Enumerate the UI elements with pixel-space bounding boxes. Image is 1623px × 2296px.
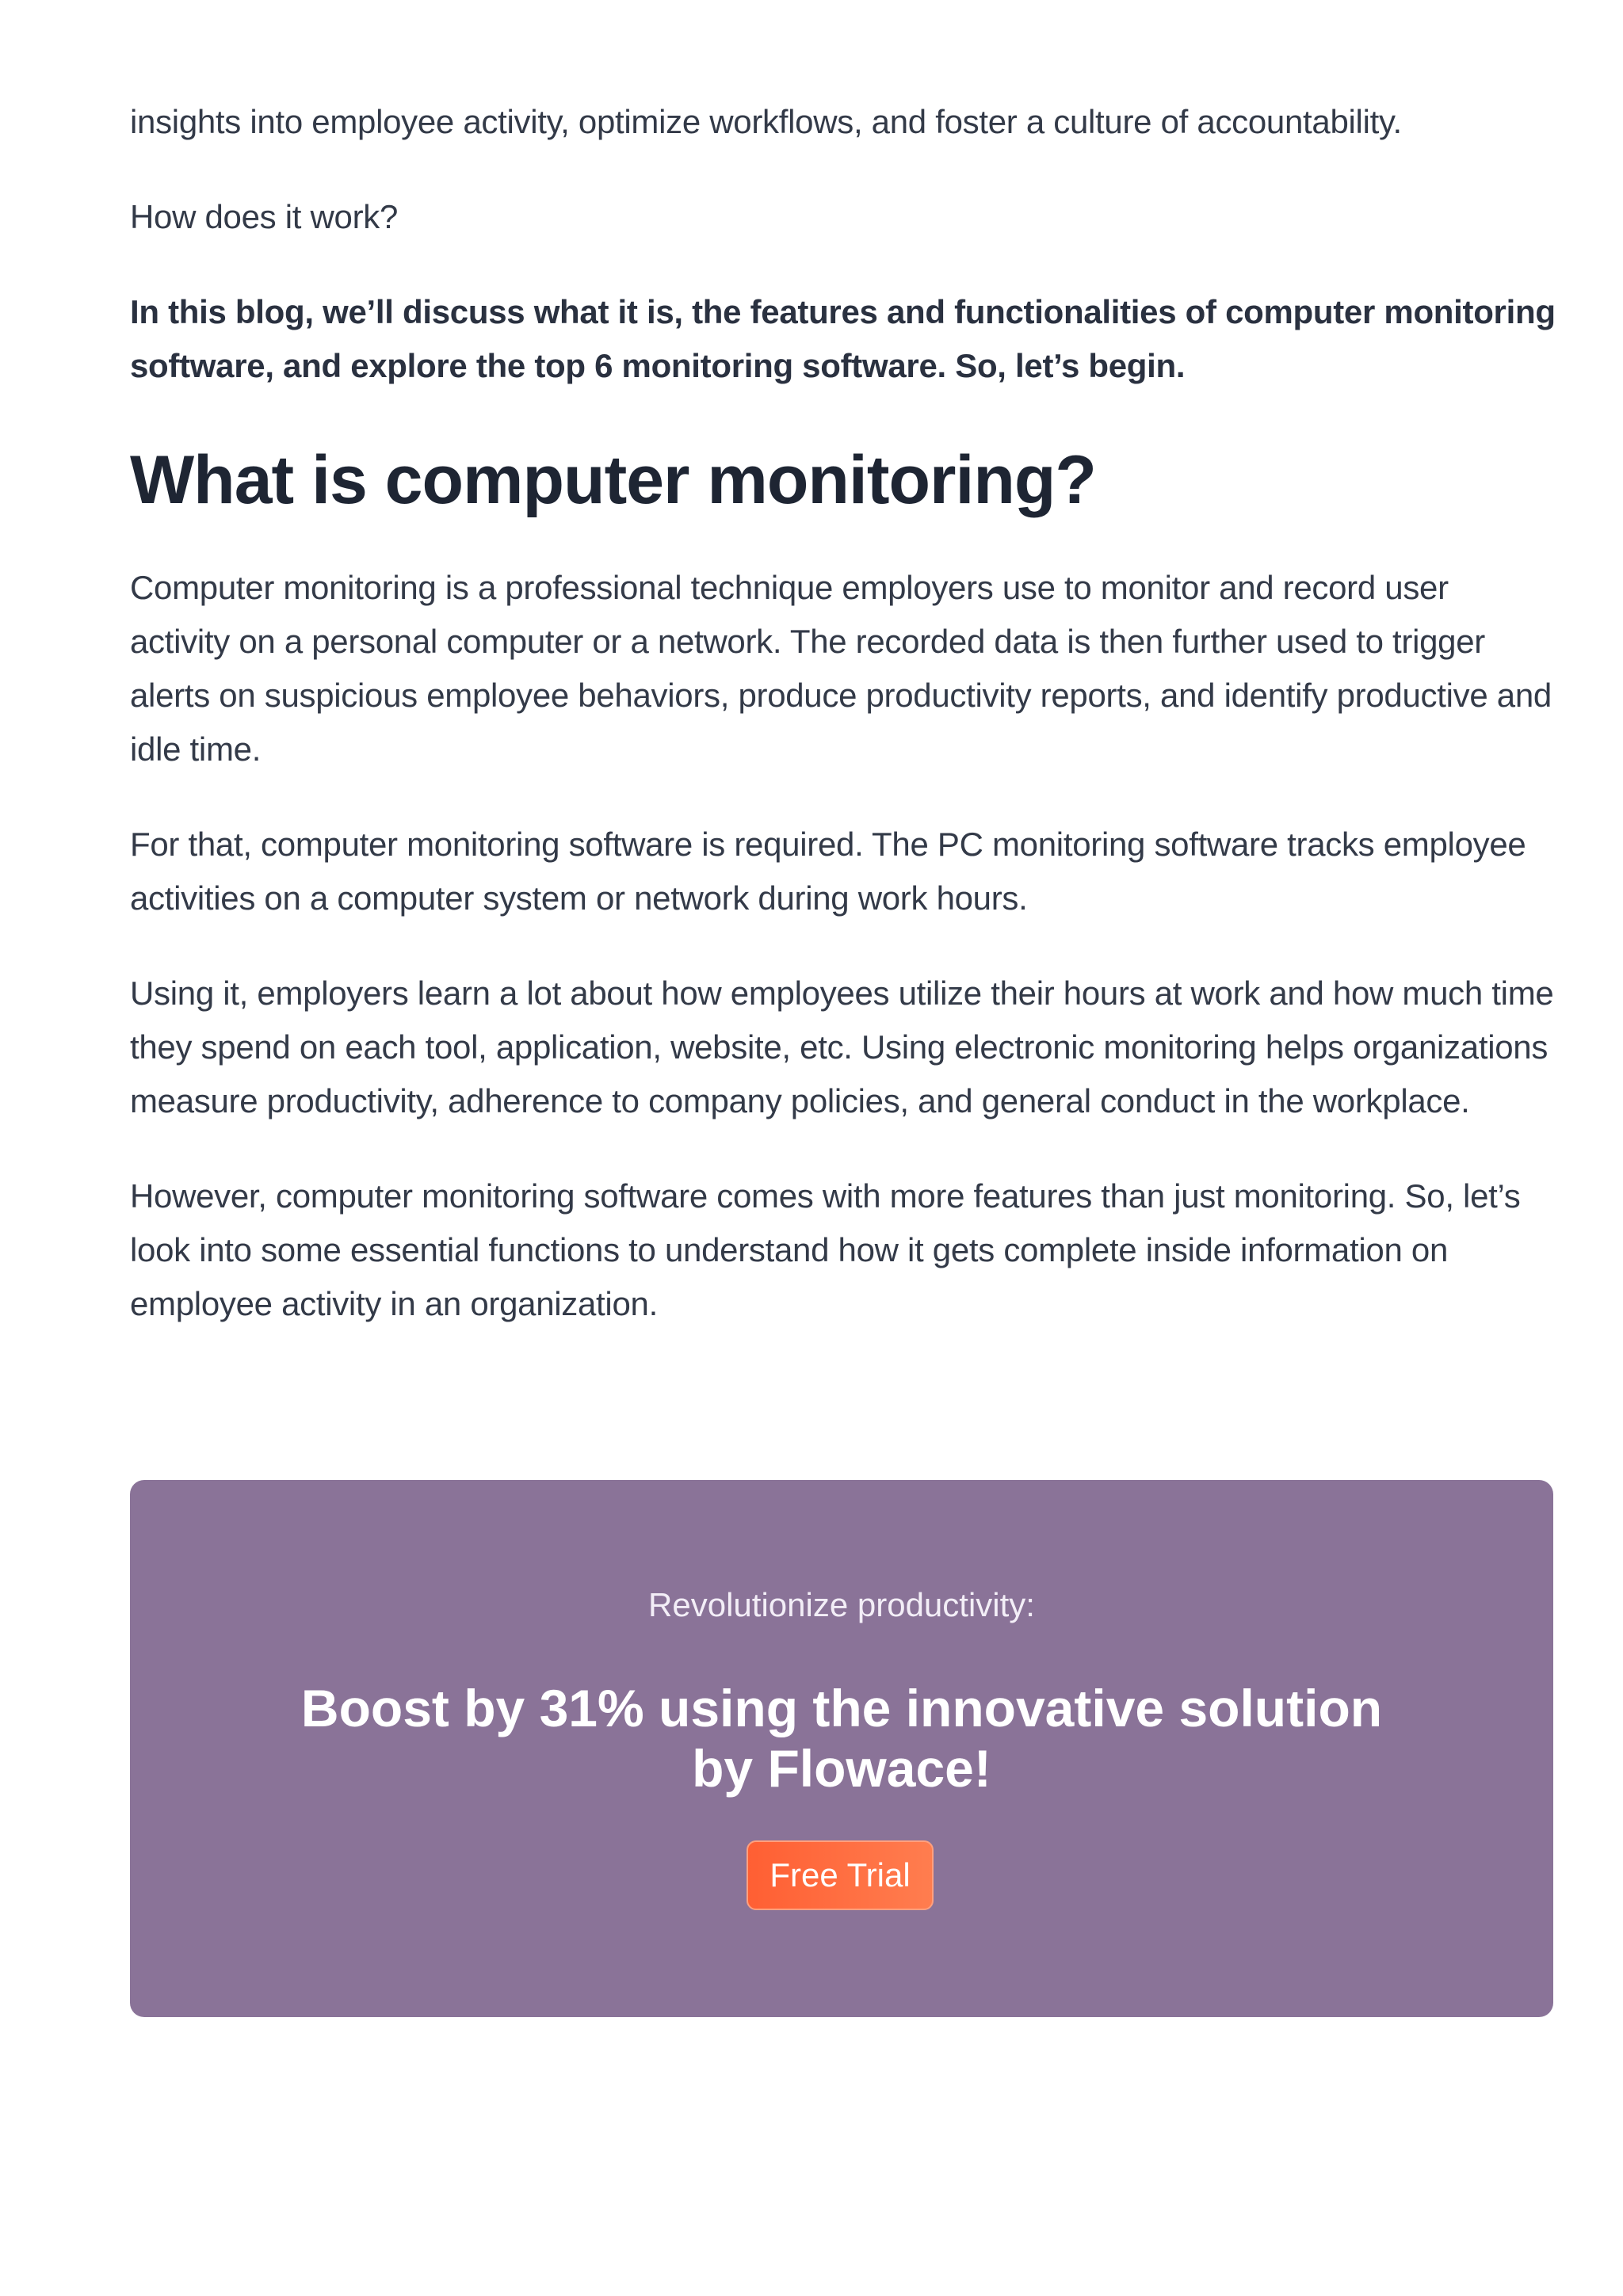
article-body (130, 95, 1556, 1372)
definition-paragraph: Computer monitoring is a professional technique employers use to monitor and record user activity on a personal computer or a network. The recorded data is then further used to trigger alerts on suspicious employee behaviors, produce productivity reports, and identify productive and idle time. (130, 569, 1552, 768)
promo-banner (130, 1480, 1553, 2017)
intro-paragraph-tail: insights into employee activity, optimize workflows, and foster a culture of accountability. (130, 103, 1402, 140)
software-paragraph: For that, computer monitoring software is required. The PC monitoring software tracks employee activities on a computer system or network during work hours. (130, 826, 1526, 917)
promo-kicker: Revolutionize productivity: (648, 1586, 1035, 1623)
features-paragraph: However, computer monitoring software comes with more features than just monitoring. So, let’s look into some essential functions to understand how it gets complete inside information on employee activity in an organization. (130, 1177, 1521, 1322)
section-heading: What is computer monitoring? (130, 442, 1096, 518)
blog-summary-paragraph: In this blog, we’ll discuss what it is, the features and functionalities of computer monitoring software, and explore the top 6 monitoring software. So, let’s begin. (130, 293, 1556, 384)
question-paragraph: How does it work? (130, 198, 399, 235)
promo-headline: Boost by 31% using the innovative solution by Flowace! (300, 1679, 1383, 1798)
usage-paragraph: Using it, employers learn a lot about how employees utilize their hours at work and how much time they spend on each tool, application, website, etc. Using electronic monitoring helps organizations measure productivity, adherence to company policies, and general conduct in the workplace. (130, 974, 1554, 1119)
free-trial-button[interactable]: Free Trial (747, 1840, 934, 1910)
